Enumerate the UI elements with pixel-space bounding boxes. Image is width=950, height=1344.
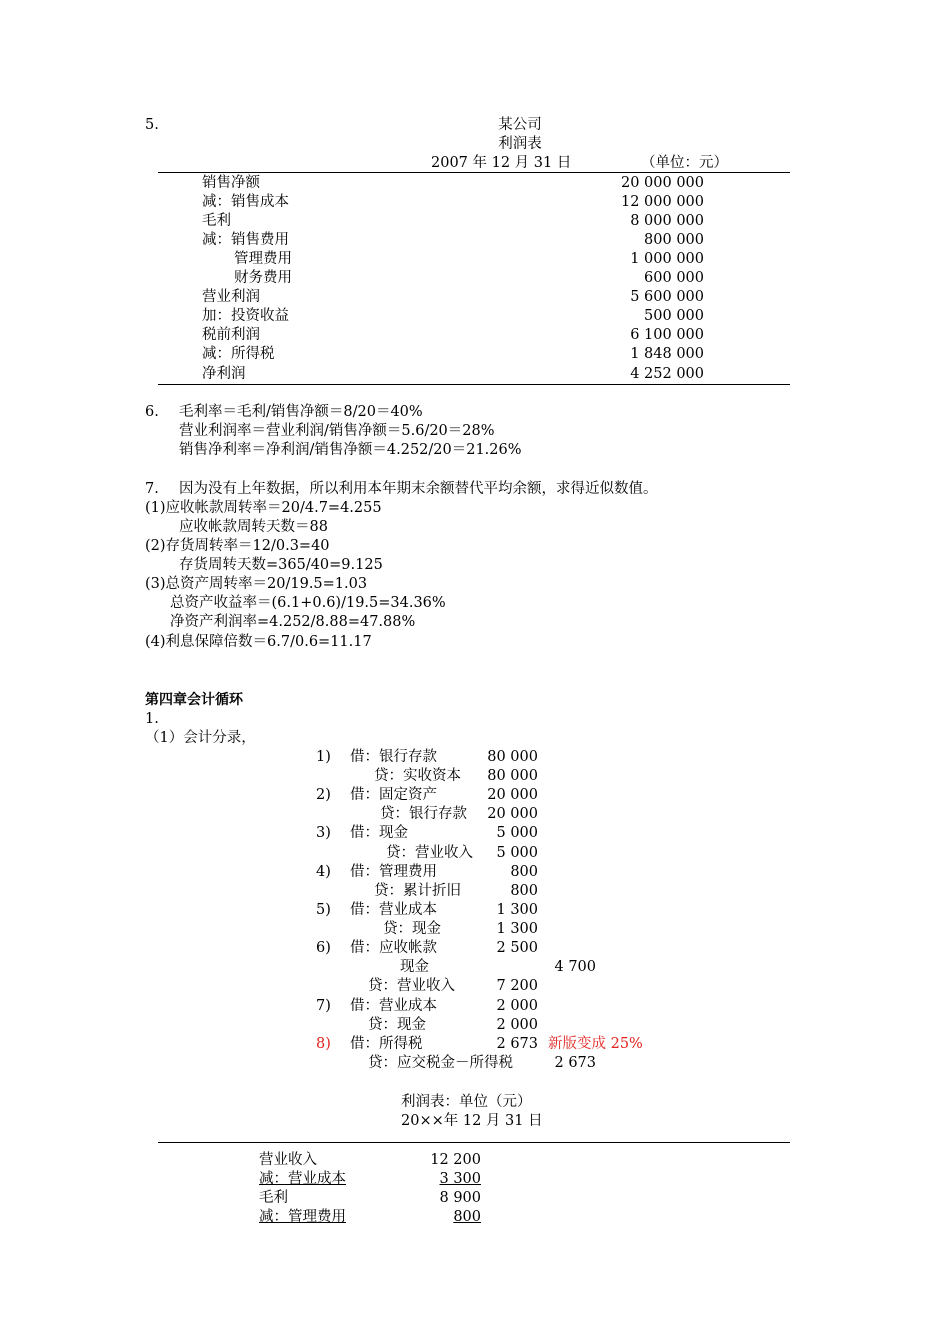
- entry-value: 4 700: [554, 959, 596, 975]
- q5-row-label: 税前利润: [202, 327, 260, 343]
- entry-index: 1): [316, 749, 331, 765]
- entry-value: 2 000: [496, 998, 538, 1014]
- q5-top-rule: [158, 172, 790, 173]
- entry-value: 1 300: [496, 921, 538, 937]
- statement-title: 利润表：单位（元）: [401, 1094, 532, 1110]
- q6-number: 6.: [145, 404, 159, 420]
- q7-intro: 因为没有上年数据，所以利用本年期末余额替代平均余额，求得近似数值。: [179, 481, 658, 497]
- statement-row-label: 减：营业成本: [259, 1171, 346, 1187]
- q6-line: 毛利率＝毛利/销售净额＝8/20＝40%: [179, 404, 423, 420]
- q5-row-value: 500 000: [644, 308, 704, 324]
- entry-label: 借：现金: [350, 825, 408, 841]
- statement-row-value: 800: [453, 1209, 481, 1225]
- entry-value: 2 500: [496, 940, 538, 956]
- q5-row-value: 12 000 000: [620, 194, 704, 210]
- q5-bottom-rule: [158, 384, 790, 385]
- q6-line: 销售净利率＝净利润/销售净额＝4.252/20＝21.26%: [179, 442, 522, 458]
- statement-rule: [158, 1142, 790, 1143]
- q5-row-value: 1 848 000: [630, 346, 704, 362]
- q7-line: (3)总资产周转率＝20/19.5=1.03: [145, 576, 368, 592]
- entry-label: 贷：现金: [368, 1017, 426, 1033]
- entry-label: 贷：实收资本: [374, 768, 461, 784]
- entry-label: 贷：银行存款: [380, 806, 467, 822]
- entry-label: 借：所得税: [350, 1036, 423, 1052]
- statement-date: 20××年 12 月 31 日: [401, 1113, 543, 1129]
- q5-row-label: 管理费用: [234, 251, 292, 267]
- entry-label: 现金: [400, 959, 429, 975]
- statement-row-label: 毛利: [259, 1190, 288, 1206]
- entry-value: 80 000: [487, 749, 538, 765]
- entry-label: 借：银行存款: [350, 749, 437, 765]
- q5-number: 5.: [145, 117, 159, 133]
- q5-row-value: 5 600 000: [630, 289, 704, 305]
- statement-row-value: 8 900: [439, 1190, 481, 1206]
- chapter-title: 第四章会计循环: [145, 692, 243, 708]
- entry-index: 8): [316, 1036, 331, 1052]
- revision-note: 新版变成 25%: [548, 1036, 643, 1052]
- entry-index: 5): [316, 902, 331, 918]
- q5-row-label: 加：投资收益: [202, 308, 289, 324]
- ch4-subheading: （1）会计分录，: [145, 730, 256, 746]
- entry-label: 贷：营业收入: [368, 978, 455, 994]
- q5-row-value: 6 100 000: [630, 327, 704, 343]
- q7-number: 7.: [145, 481, 159, 497]
- entry-value: 20 000: [487, 787, 538, 803]
- entry-value: 20 000: [487, 806, 538, 822]
- entry-value: 800: [510, 864, 538, 880]
- entry-label: 贷：现金: [383, 921, 441, 937]
- entry-label: 借：营业成本: [350, 902, 437, 918]
- entry-label: 借：管理费用: [350, 864, 437, 880]
- q5-row-value: 8 000 000: [630, 213, 704, 229]
- entry-value: 2 673: [496, 1036, 538, 1052]
- q5-row-value: 600 000: [644, 270, 704, 286]
- q5-title: 利润表: [498, 136, 542, 152]
- statement-row-label: 减：管理费用: [259, 1209, 346, 1225]
- entry-value: 2 000: [496, 1017, 538, 1033]
- entry-label: 借：营业成本: [350, 998, 437, 1014]
- ch4-number: 1.: [145, 711, 159, 727]
- entry-value: 80 000: [487, 768, 538, 784]
- q5-row-label: 销售净额: [202, 175, 260, 191]
- entry-value: 7 200: [496, 978, 538, 994]
- q5-row-value: 800 000: [644, 232, 704, 248]
- q7-line: 存货周转天数=365/40=9.125: [179, 557, 383, 573]
- entry-value: 800: [510, 883, 538, 899]
- statement-row-value: 12 200: [430, 1152, 481, 1168]
- q5-row-label: 营业利润: [202, 289, 260, 305]
- entry-label: 贷：累计折旧: [374, 883, 461, 899]
- entry-value: 5 000: [496, 845, 538, 861]
- q7-line: (4)利息保障倍数＝6.7/0.6=11.17: [145, 634, 372, 650]
- entry-index: 2): [316, 787, 331, 803]
- q7-line: (2)存货周转率＝12/0.3=40: [145, 538, 330, 554]
- q7-line: 总资产收益率＝(6.1+0.6)/19.5=34.36%: [170, 595, 446, 611]
- entry-value: 1 300: [496, 902, 538, 918]
- entry-index: 6): [316, 940, 331, 956]
- statement-row-label: 营业收入: [259, 1152, 317, 1168]
- q5-row-label: 减：所得税: [202, 346, 275, 362]
- entry-label: 借：应收帐款: [350, 940, 437, 956]
- q5-row-label: 毛利: [202, 213, 231, 229]
- entry-value: 5 000: [496, 825, 538, 841]
- entry-index: 3): [316, 825, 331, 841]
- q5-row-label: 净利润: [202, 366, 246, 382]
- entry-label: 贷：营业收入: [386, 845, 473, 861]
- entry-label: 贷：应交税金－所得税: [368, 1055, 513, 1071]
- q5-row-value: 20 000 000: [620, 175, 704, 191]
- q6-line: 营业利润率＝营业利润/销售净额＝5.6/20＝28%: [179, 423, 495, 439]
- entry-label: 借：固定资产: [350, 787, 437, 803]
- q5-row-label: 减：销售成本: [202, 194, 289, 210]
- q5-row-label: 财务费用: [234, 270, 292, 286]
- q5-row-label: 减：销售费用: [202, 232, 289, 248]
- q5-unit: （单位：元）: [641, 155, 728, 171]
- entry-index: 4): [316, 864, 331, 880]
- q7-line: 净资产利润率=4.252/8.88=47.88%: [170, 614, 416, 630]
- entry-value: 2 673: [554, 1055, 596, 1071]
- statement-row-value: 3 300: [439, 1171, 481, 1187]
- entry-index: 7): [316, 998, 331, 1014]
- q5-date: 2007 年 12 月 31 日: [431, 155, 572, 171]
- q5-row-value: 4 252 000: [630, 366, 704, 382]
- q7-line: (1)应收帐款周转率＝20/4.7=4.255: [145, 500, 382, 516]
- q5-row-value: 1 000 000: [630, 251, 704, 267]
- q5-company: 某公司: [498, 117, 542, 133]
- q7-line: 应收帐款周转天数＝88: [179, 519, 328, 535]
